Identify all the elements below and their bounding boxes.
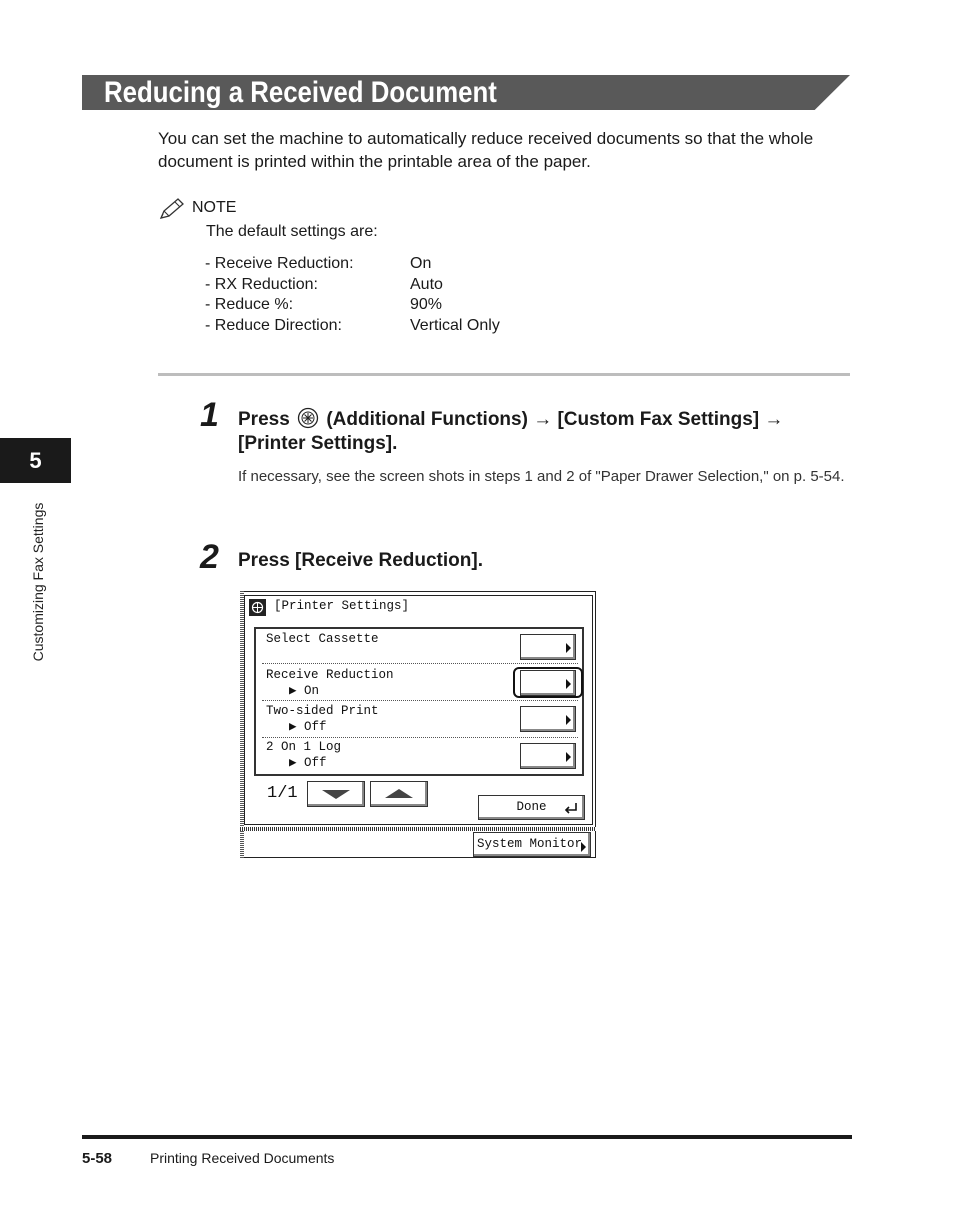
arrow-right-icon <box>566 715 571 725</box>
done-button-label: Done <box>516 800 547 814</box>
note-label: NOTE <box>192 199 237 216</box>
two-sided-print-button[interactable] <box>520 706 576 732</box>
setting-row <box>205 295 500 316</box>
arrow-right-icon <box>566 643 571 653</box>
select-cassette-button[interactable] <box>520 634 576 660</box>
step-1-text-a: Press <box>238 409 290 430</box>
setting-row <box>205 254 500 275</box>
setting-value: Auto <box>410 275 443 293</box>
row-separator <box>262 663 578 664</box>
setting-value: On <box>410 255 432 272</box>
section-divider <box>158 373 850 376</box>
system-monitor-button[interactable] <box>473 832 591 857</box>
settings-gear-icon <box>249 599 266 616</box>
arrow-right-icon <box>581 842 586 852</box>
setting-key: - Receive Reduction: <box>205 255 354 272</box>
triangle-up-icon <box>371 782 427 806</box>
screen-title: [Printer Settings] <box>274 599 410 613</box>
option-2on1-log-label: 2 On 1 Log <box>266 740 342 754</box>
triangle-down-icon <box>308 782 364 806</box>
option-two-sided-print-label: Two-sided Print <box>266 704 379 718</box>
step-1-text-b: (Additional Functions) → [Custom Fax Settings] → [Printer Settings]. <box>238 409 784 454</box>
setting-key: - RX Reduction: <box>205 275 318 293</box>
step-1-subtext: If necessary, see the screen shots in steps 1 and 2 of "Paper Drawer Selection," on p. 5-54. <box>238 468 845 485</box>
row-separator <box>262 700 578 701</box>
default-settings-list <box>205 254 500 337</box>
2on1-log-button[interactable] <box>520 743 576 769</box>
chapter-side-label: Customizing Fax Settings <box>30 502 46 662</box>
return-arrow-icon <box>564 802 578 814</box>
pencil-icon <box>158 197 186 221</box>
setting-row <box>205 275 500 296</box>
setting-key: - Reduce %: <box>205 296 294 314</box>
row-separator <box>262 737 578 738</box>
option-two-sided-print-value: ▶ Off <box>289 720 327 734</box>
screen-status-divider <box>240 827 596 831</box>
highlight-ring <box>513 667 583 698</box>
setting-value: Vertical Only <box>410 317 500 335</box>
footer-rule <box>82 1135 852 1139</box>
page-indicator: 1/1 <box>267 784 298 803</box>
scroll-up-button[interactable] <box>370 781 428 807</box>
scroll-down-button[interactable] <box>307 781 365 807</box>
additional-functions-icon <box>297 407 319 429</box>
step-2-instruction: Press [Receive Reduction]. <box>238 550 483 571</box>
option-2on1-log-value: ▶ Off <box>289 756 327 770</box>
step-2-number: 2 <box>200 538 219 576</box>
step-1-number: 1 <box>200 396 219 434</box>
footer-chapter-title: Printing Received Documents <box>150 1150 335 1166</box>
setting-value: 90% <box>410 296 443 314</box>
setting-row <box>205 316 500 337</box>
option-receive-reduction-label: Receive Reduction <box>266 668 394 682</box>
setting-key: - Reduce Direction: <box>205 317 342 335</box>
option-receive-reduction-value: ▶ On <box>289 684 320 698</box>
note-default-text: The default settings are: <box>206 223 378 240</box>
intro-paragraph: You can set the machine to automatically reduce received documents so that the whole document is printed within the printable area of the paper. <box>158 129 814 171</box>
option-select-cassette-label: Select Cassette <box>266 632 379 646</box>
system-monitor-label: System Monitor <box>477 837 583 851</box>
section-title: Reducing a Received Document <box>104 76 497 109</box>
step-1-instruction <box>238 407 838 456</box>
page-number: 5-58 <box>82 1150 113 1167</box>
chapter-tab-number: 5 <box>29 448 42 473</box>
arrow-right-icon <box>566 752 571 762</box>
done-button[interactable] <box>478 795 585 820</box>
